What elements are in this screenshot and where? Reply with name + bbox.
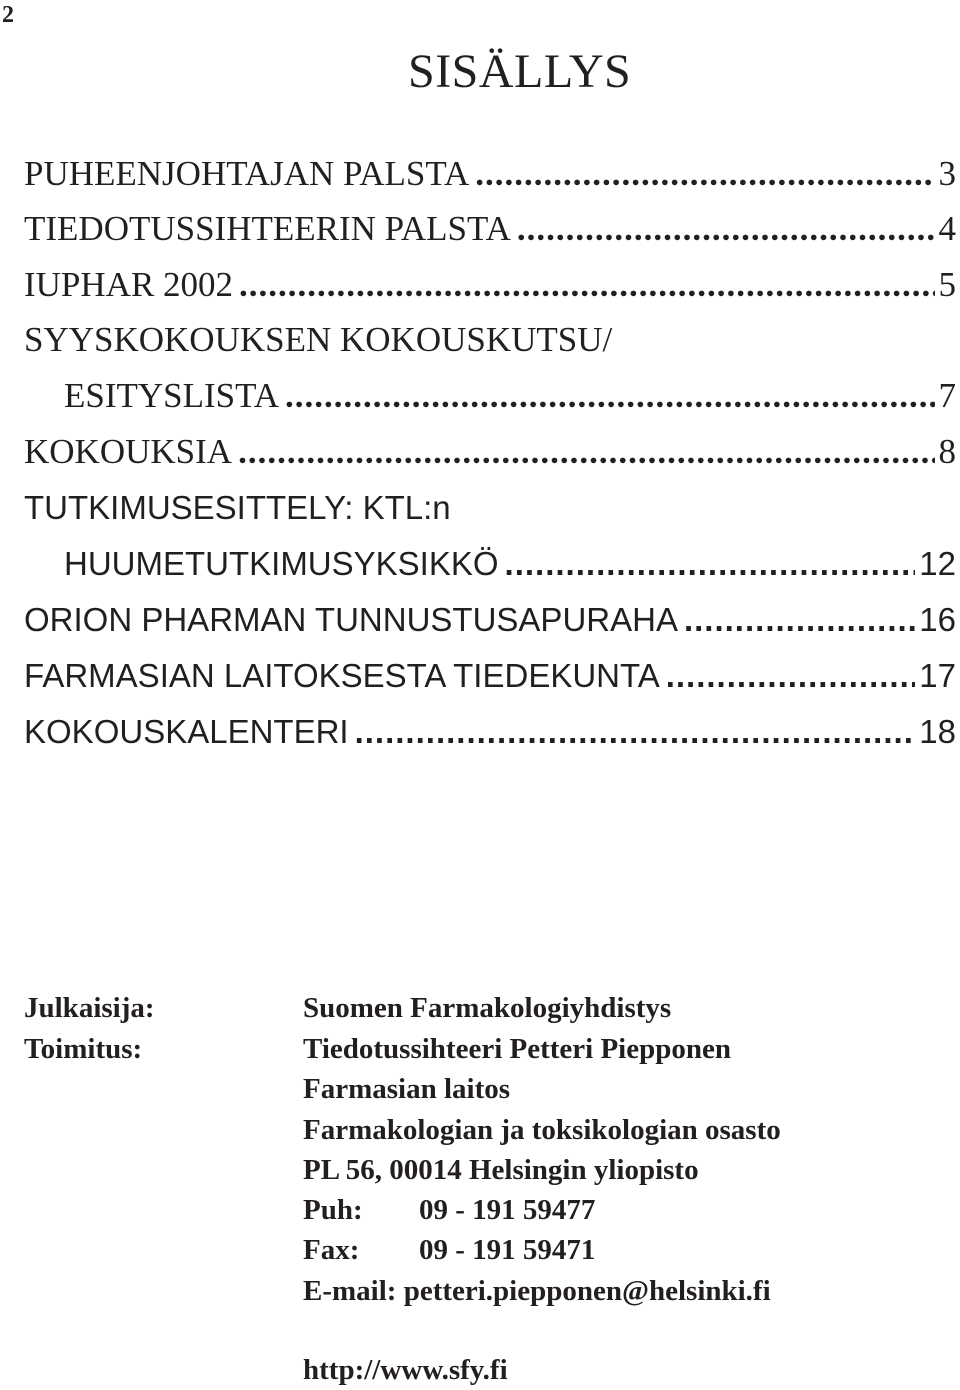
fax-number: 09 - 191 59471 — [419, 1234, 596, 1266]
toc-entry-orion-pharman-tunnustusapuraha[interactable] — [24, 600, 956, 640]
toc-leader-dots — [517, 209, 935, 249]
toc-entry-kokouksia[interactable] — [24, 432, 956, 472]
page-title: SISÄLLYS — [408, 45, 632, 98]
toc-entry-page: 12 — [919, 545, 956, 582]
editor-line: Farmasian laitos — [303, 1073, 511, 1105]
toc-leader-dots — [475, 154, 934, 194]
toc-entry-page: 16 — [919, 601, 956, 638]
editor-line: PL 56, 00014 Helsingin yliopisto — [303, 1154, 699, 1186]
toc-leader-dots — [355, 712, 916, 752]
toc-entry-title: ORION PHARMAN TUNNUSTUSAPURAHA — [24, 601, 678, 638]
toc-entry-page: 5 — [938, 265, 956, 304]
phone-number: 09 - 191 59477 — [419, 1194, 596, 1226]
toc-entry-kokouskalenteri[interactable] — [24, 712, 956, 752]
toc-entry-title: HUUMETUTKIMUSYKSIKKÖ — [64, 545, 499, 582]
toc-entry-farmasian-laitoksesta-tiedekunta[interactable] — [24, 656, 956, 696]
toc-entry-title: IUPHAR 2002 — [24, 265, 234, 304]
toc-entry-title: SYYSKOKOUKSEN KOKOUSKUTSU/ — [24, 320, 613, 359]
publisher-name: Suomen Farmakologiyhdistys — [303, 992, 672, 1024]
toc-entry-syyskokouksen-kokouskutsu[interactable] — [24, 320, 956, 360]
toc-entry-title: ESITYSLISTA — [64, 376, 279, 415]
toc-entry-title: FARMASIAN LAITOKSESTA TIEDEKUNTA — [24, 657, 660, 694]
toc-leader-dots — [505, 544, 916, 584]
editor-line: Farmakologian ja toksikologian osasto — [303, 1114, 781, 1146]
toc-entry-page: 7 — [938, 376, 956, 415]
toc-entry-title: TUTKIMUSESITTELY: KTL:n — [24, 489, 451, 526]
phone-label: Puh: — [303, 1194, 363, 1226]
email-line[interactable] — [303, 1273, 771, 1309]
editor-line: Tiedotussihteeri Petteri Piepponen — [303, 1033, 731, 1065]
toc-entry-iuphar-2002[interactable] — [24, 265, 956, 305]
toc-entry-title: KOKOUKSIA — [24, 432, 233, 471]
toc-entry-page: 8 — [938, 432, 956, 471]
fax-label: Fax: — [303, 1234, 360, 1266]
toc-entry-title: PUHEENJOHTAJAN PALSTA — [24, 154, 470, 193]
toc-entry-page: 3 — [938, 154, 956, 193]
toc-entry-title: KOKOUSKALENTERI — [24, 713, 349, 750]
toc-entry-huumetutkimusyksikko[interactable] — [64, 544, 956, 584]
editor-label: Toimitus: — [24, 1033, 143, 1065]
toc-entry-title: TIEDOTUSSIHTEERIN PALSTA — [24, 209, 511, 248]
toc-entry-page: 4 — [938, 209, 956, 248]
toc-entry-esityslista[interactable] — [64, 376, 956, 416]
toc-leader-dots — [684, 600, 915, 640]
toc-entry-tiedotussihteerin-palsta[interactable] — [24, 209, 956, 249]
toc-leader-dots — [238, 432, 934, 472]
toc-entry-page: 18 — [919, 713, 956, 750]
email-address[interactable]: petteri.piepponen@helsinki.fi — [403, 1275, 771, 1307]
toc-leader-dots — [285, 376, 935, 416]
email-label: E-mail: — [303, 1275, 397, 1307]
toc-entry-tutkimusesittely[interactable] — [24, 488, 956, 528]
toc-leader-dots — [239, 265, 934, 305]
toc-leader-dots — [666, 656, 916, 696]
toc-entry-page: 17 — [919, 657, 956, 694]
page-number: 2 — [2, 2, 14, 28]
publisher-label: Julkaisija: — [24, 992, 155, 1024]
website-link[interactable]: http://www.sfy.fi — [303, 1354, 508, 1386]
toc-entry-puheenjohtajan-palsta[interactable] — [24, 154, 956, 194]
